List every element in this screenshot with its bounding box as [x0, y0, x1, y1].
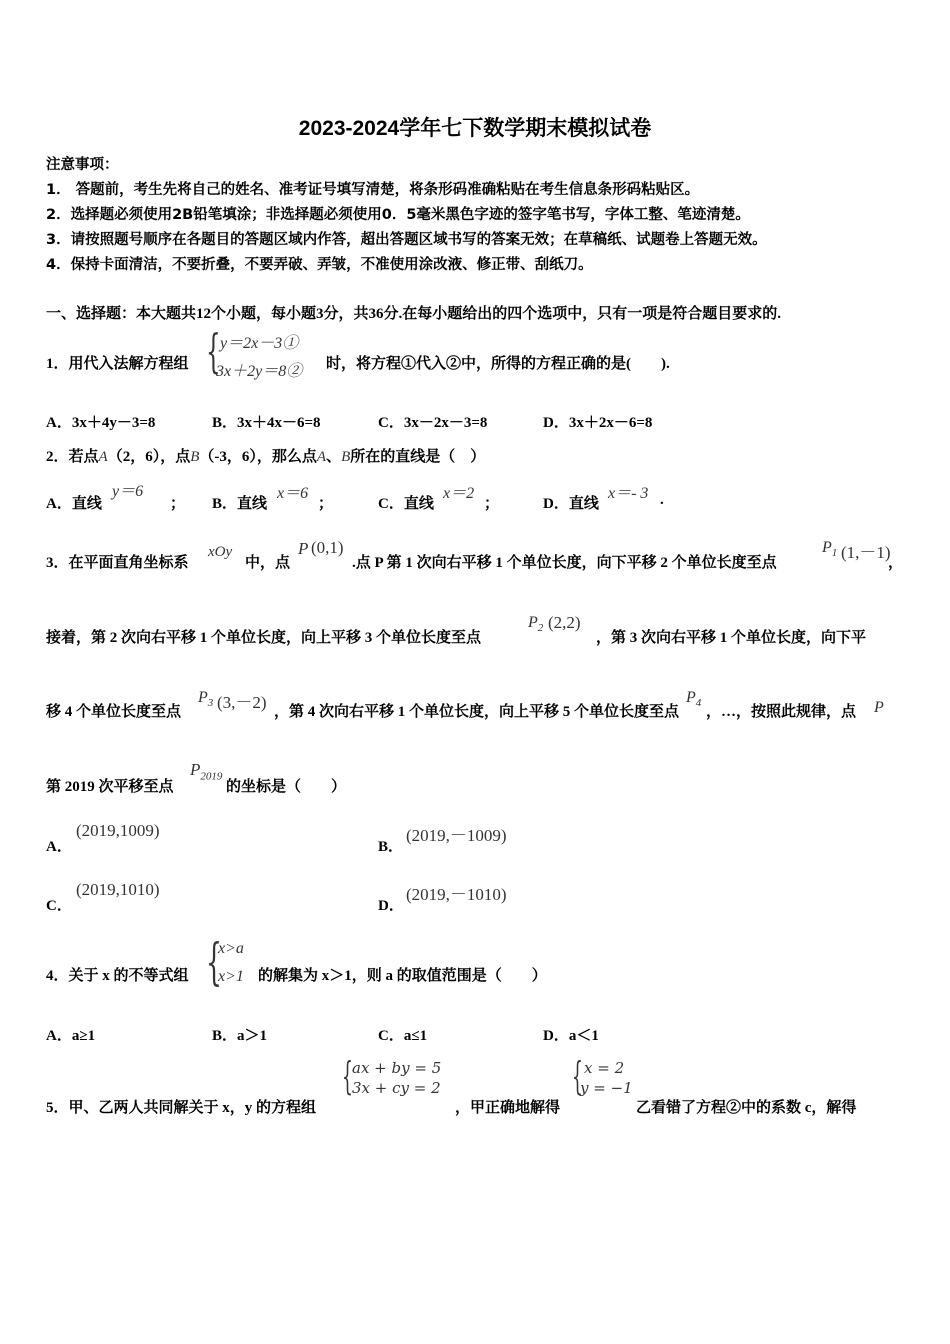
q3-line1-a: 3．在平面直角坐标系: [46, 555, 189, 571]
q2-option-c-math: x＝2: [443, 485, 475, 502]
q3-line2-b: ，第 3 次向右平移 1 个单位长度，向下平: [596, 630, 867, 646]
q4-prefix: 4．关于 x 的不等式组: [46, 968, 189, 984]
q4-option-a: A．a≥1: [46, 1028, 96, 1044]
q2-option-c-label: C．直线: [378, 496, 434, 512]
q2-option-b-label: B．直线: [212, 496, 268, 512]
q3-option-c-label: C．: [46, 898, 72, 914]
q3-line3-c: ，…，按照此规律，点: [706, 704, 857, 720]
q3-p2019: $P_{2019}$: [190, 760, 223, 783]
notice-item: 1． 答题前，考生先将自己的姓名、准考证号填写清楚，将条形码准确粘贴在考生信息条形码粘贴区。: [46, 182, 700, 198]
q4-option-c: C．a≤1: [378, 1028, 428, 1044]
q3-line1-b: 中，点: [245, 555, 291, 571]
q2-option-b-math: x＝6: [277, 485, 309, 502]
q5-solution-x: x = 2: [584, 1059, 625, 1077]
q1-suffix: 时，将方程①代入②中，所得的方程正确的是( ).: [326, 356, 670, 372]
q5-brace-2: {: [572, 1054, 583, 1098]
q2-option-a-math: y＝6: [112, 483, 144, 500]
q1-option-c: C．3x－2x－3=8: [378, 415, 488, 431]
q2-option-b-end: ；: [318, 496, 334, 512]
q3-p3: $P_3$: [198, 689, 214, 710]
q5-solution-y: y = −1: [580, 1079, 633, 1097]
q5-middle: ，甲正确地解得: [455, 1100, 561, 1116]
q5-suffix: 乙看错了方程②中的系数 c，解得: [636, 1100, 857, 1116]
q3-xoy: xOy: [208, 544, 233, 560]
q3-line4-a: 第 2019 次平移至点: [46, 779, 174, 795]
notice-heading: 注意事项：: [46, 157, 119, 173]
q3-option-b-label: B．: [378, 839, 404, 855]
q3-p1-coord: (1,－1): [841, 543, 891, 562]
q2-option-d-math: x＝- 3: [608, 485, 649, 502]
q2-option-d-end: .: [660, 492, 664, 508]
q4-option-d: D．a＜1: [543, 1028, 599, 1044]
q3-p3-coord: (3,－2): [217, 693, 267, 712]
q1-option-d: D．3x＋2x－6=8: [543, 415, 653, 431]
q3-p0: P: [298, 539, 309, 558]
q4-brace: {: [206, 933, 222, 991]
q1-option-b: B．3x＋4x－6=8: [212, 415, 321, 431]
q5-system-eq-1: ax + by = 5: [352, 1059, 442, 1077]
q3-p0-coord: (0,1): [311, 538, 344, 557]
q3-option-a-math: (2019,1009): [76, 821, 160, 840]
q2-option-d-label: D．直线: [543, 496, 599, 512]
q5-brace-1: {: [342, 1054, 353, 1098]
q3-option-d-label: D．: [378, 898, 404, 914]
notice-item: 2．选择题必须使用2B铅笔填涂；非选择题必须使用0．5毫米黑色字迹的签字笔书写，字体工整、笔迹清楚。: [46, 207, 750, 223]
q3-p2: $P_2$: [528, 614, 544, 635]
q3-line1-d: ，: [888, 555, 904, 571]
q4-inequality-2: x>1: [218, 968, 244, 985]
q5-prefix: 5．甲、乙两人共同解关于 x，y 的方程组: [46, 1100, 317, 1116]
q3-line3-a: 移 4 个单位长度至点: [46, 704, 182, 720]
page-title: 2023-2024学年七下数学期末模拟试卷: [298, 117, 652, 140]
notice-item: 3．请按照题号顺序在各题目的答题区域内作答，超出答题区域书写的答案无效；在草稿纸、试题卷上答题无效。: [46, 232, 767, 248]
section-heading: 一、选择题：本大题共12个小题，每小题3分，共36分.在每小题给出的四个选项中，只有一项是符合题目要求的.: [46, 306, 782, 322]
q3-option-b-math: (2019,－1009): [406, 826, 507, 845]
notice-item: 4．保持卡面清洁，不要折叠，不要弄破、弄皱，不准使用涂改液、修正带、刮纸刀。: [46, 257, 593, 273]
q2-option-c-end: ；: [484, 496, 500, 512]
q3-option-c-math: (2019,1010): [76, 880, 160, 899]
q1-equation-1: y＝2x－3①: [220, 335, 299, 352]
q1-equation-2: 3x＋2y＝8②: [216, 363, 303, 380]
q3-line2-a: 接着，第 2 次向右平移 1 个单位长度，向上平移 3 个单位长度至点: [46, 630, 482, 646]
q1-option-a: A．3x＋4y－3=8: [46, 415, 156, 431]
q1-prefix: 1．用代入法解方程组: [46, 356, 189, 372]
q4-suffix: 的解集为 x＞1，则 a 的取值范围是（ ）: [258, 968, 547, 984]
q3-p1: $P_1$: [822, 539, 838, 560]
q3-p2-coord: (2,2): [548, 613, 581, 632]
q3-option-a-label: A．: [46, 839, 72, 855]
q2-stem: 2．若点A（2，6），点B（-3，6），那么点A、B所在的直线是（ ）: [46, 449, 486, 465]
q3-line3-b: ，第 4 次向右平移 1 个单位长度，向上平移 5 个单位长度至点: [274, 704, 680, 720]
q1-brace: {: [206, 324, 221, 378]
q2-option-a-end: ；: [170, 496, 186, 512]
q4-inequality-1: x>a: [218, 940, 244, 957]
q3-line4-b: 的坐标是（ ）: [226, 779, 347, 795]
q5-system-eq-2: 3x + cy = 2: [352, 1079, 441, 1097]
q3-line1-c: .点 P 第 1 次向右平移 1 个单位长度，向下平移 2 个单位长度至点: [352, 555, 777, 571]
q2-option-a-label: A．直线: [46, 496, 102, 512]
q3-p4: $P_4$: [686, 689, 702, 710]
q3-p: P: [874, 699, 884, 716]
q3-option-d-math: (2019,－1010): [406, 885, 507, 904]
q4-option-b: B．a＞1: [212, 1028, 268, 1044]
